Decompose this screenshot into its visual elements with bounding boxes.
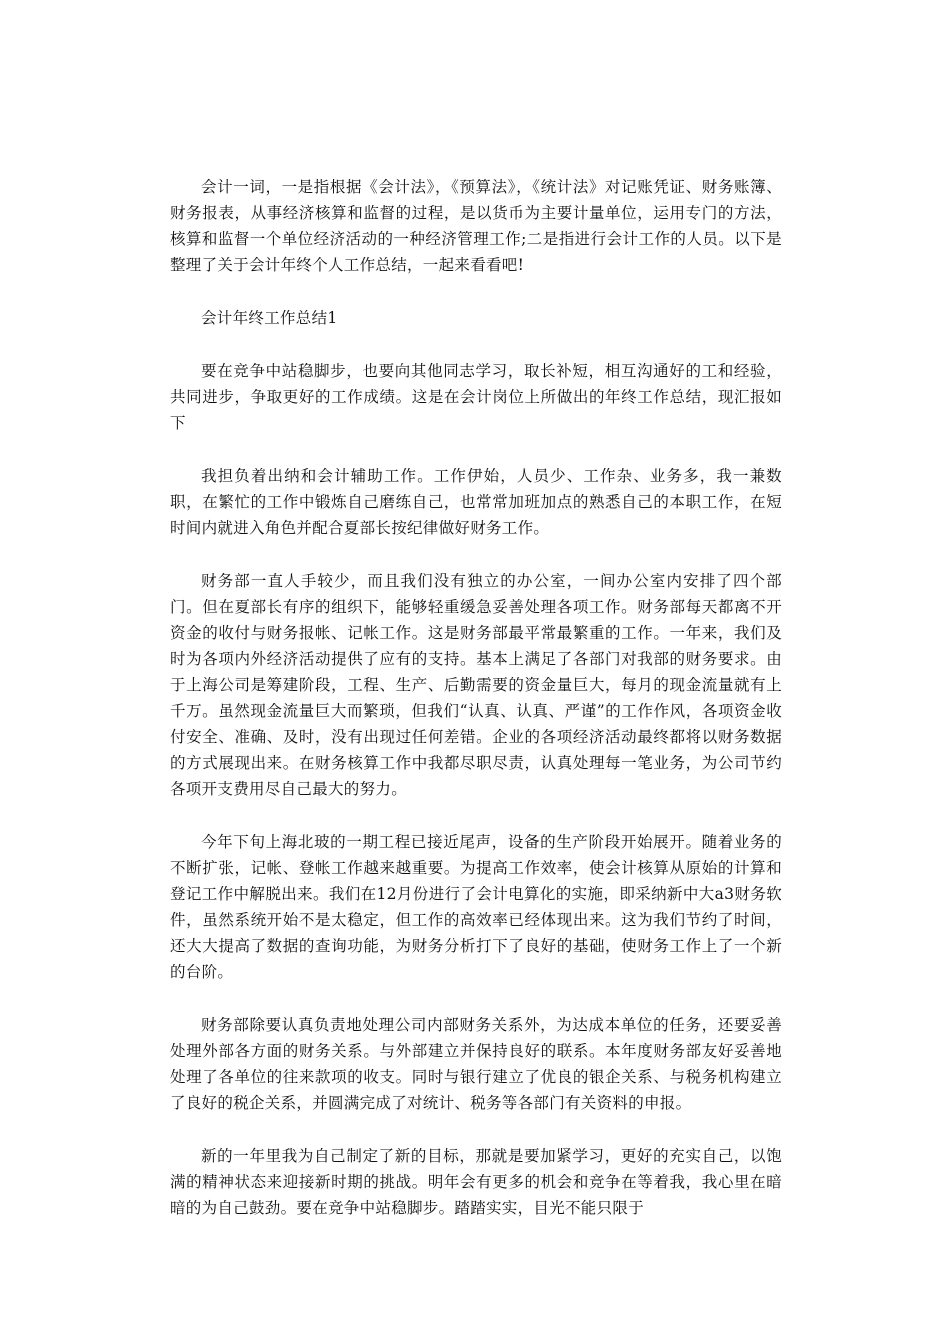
body-paragraph: 财务部一直人手较少，而且我们没有独立的办公室，一间办公室内安排了四个部门。但在夏部长有序的组织下，能够轻重缓急妥善处理各项工作。财务部每天都离不开资金的收付与财务报帐、记帐工作。这是财务部最平常最繁重的工作。一年来，我们及时为各项内外经济活动提供了应有的支持。基本上满足了各部门对我部的财务要求。由于上海公司是筹建阶段，工程、生产、后勤需要的资金量巨大，每月的现金流量就有上千万。虽然现金流量巨大而繁琐，但我们“认真、认真、严谨”的工作作风，各项资金收付安全、准确、及时，没有出现过任何差错。企业的各项经济活动最终都将以财务数据的方式展现出来。在财务核算工作中我都尽职尽责，认真处理每一笔业务，为公司节约各项开支费用尽自己最大的努力。 — [170, 572, 782, 798]
body-paragraph: 要在竞争中站稳脚步，也要向其他同志学习，取长补短，相互沟通好的工和经验，共同进步，争取更好的工作成绩。这是在会计岗位上所做出的年终工作总结，现汇报如下 — [170, 362, 782, 432]
intro-paragraph: 会计一词，一是指根据《会计法》，《预算法》，《统计法》对记账凭证、财务账簿、财务报表，从事经济核算和监督的过程，是以货币为主要计量单位，运用专门的方法，核算和监督一个单位经济活动的一种经济管理工作;二是指进行会计工作的人员。以下是整理了关于会计年终个人工作总结，一起来看看吧! — [170, 178, 782, 274]
body-paragraph: 我担负着出纳和会计辅助工作。工作伊始，人员少、工作杂、业务多，我一兼数职，在繁忙的工作中锻炼自己磨练自己，也常常加班加点的熟悉自己的本职工作，在短时间内就进入角色并配合夏部长按纪律做好财务工作。 — [170, 467, 782, 537]
body-paragraph: 今年下旬上海北玻的一期工程已接近尾声，设备的生产阶段开始展开。随着业务的不断扩张，记帐、登帐工作越来越重要。为提高工作效率，使会计核算从原始的计算和登记工作中解脱出来。我们在12月份进行了会计电算化的实施，即采纳新中大a3财务软件，虽然系统开始不是太稳定，但工作的高效率已经体现出来。这为我们节约了时间，还大大提高了数据的查询功能，为财务分析打下了良好的基础，使财务工作上了一个新的台阶。 — [170, 833, 782, 981]
body-paragraph: 财务部除要认真负责地处理公司内部财务关系外，为达成本单位的任务，还要妥善处理外部各方面的财务关系。与外部建立并保持良好的联系。本年度财务部友好妥善地处理了各单位的往来款项的收支。同时与银行建立了优良的银企关系、与税务机构建立了良好的税企关系，并圆满完成了对统计、税务等各部门有关资料的申报。 — [170, 1016, 782, 1112]
body-paragraph: 新的一年里我为自己制定了新的目标，那就是要加紧学习，更好的充实自己，以饱满的精神状态来迎接新时期的挑战。明年会有更多的机会和竞争在等着我，我心里在暗暗的为自己鼓劲。要在竞争中站稳脚步。踏踏实实，目光不能只限于 — [170, 1147, 782, 1217]
document-page — [170, 174, 782, 1248]
section-title: 会计年终工作总结1 — [201, 309, 338, 327]
